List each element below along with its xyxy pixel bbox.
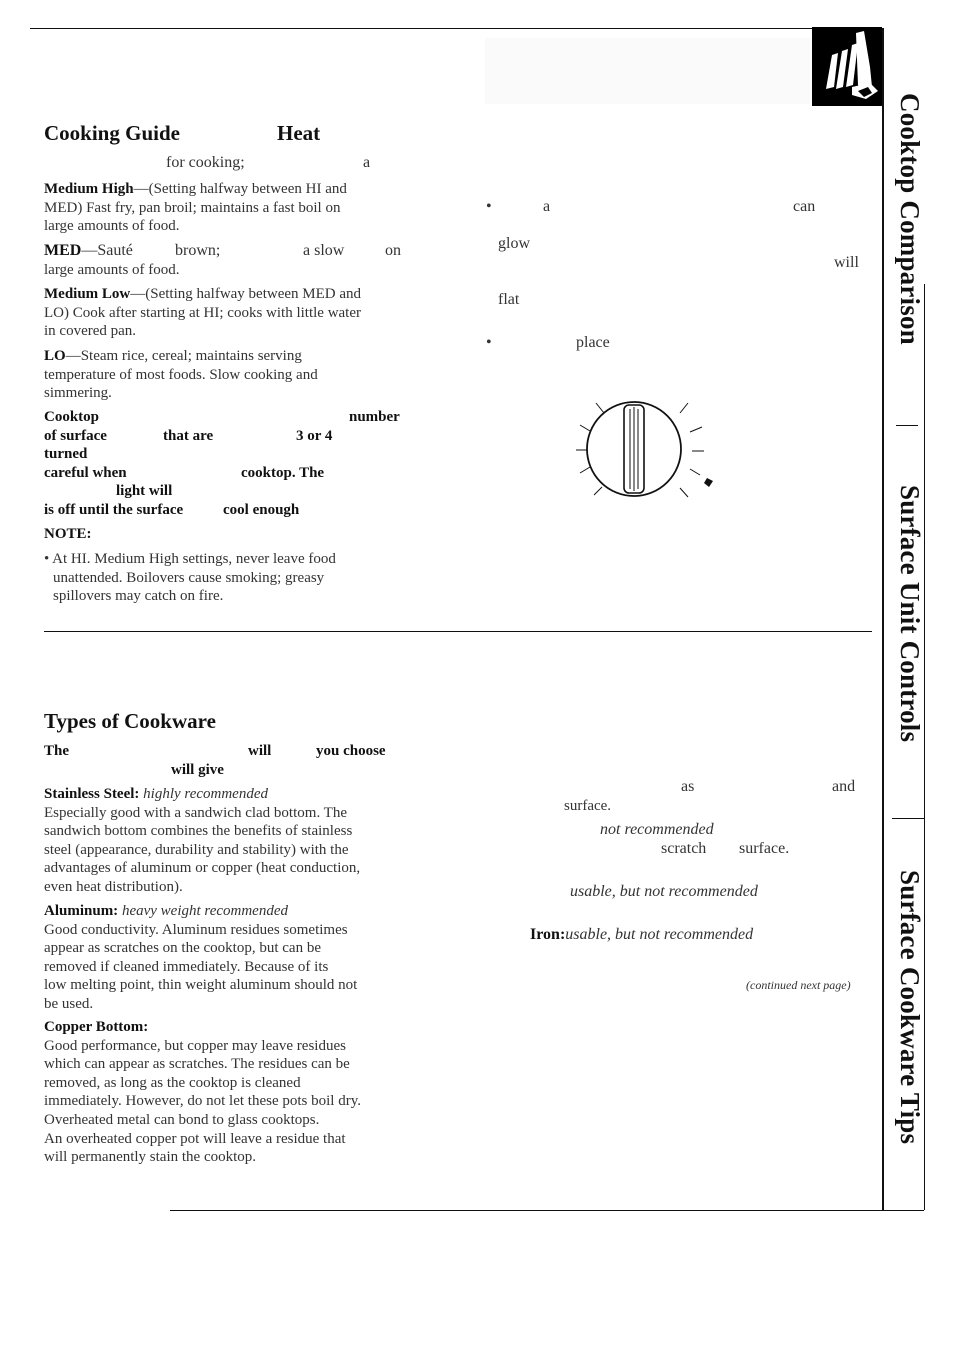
faded-header-area <box>485 38 810 104</box>
medium-high-text: Medium High—(Setting halfway between HI and MED) Fast fry, pan broil; maintains a fast boil on large amounts of food. <box>44 181 347 235</box>
warn-of-surface: of surface <box>44 428 107 444</box>
tab-cooktop-comparison[interactable]: Cooktop Comparison <box>895 93 925 345</box>
cooking-guide-intro: for cooking; <box>166 154 245 171</box>
warn-cooktop-the: cooktop. The <box>241 465 325 481</box>
text-flat: flat <box>498 291 520 308</box>
bullet-2-place: place <box>576 334 610 351</box>
tab-separator-1 <box>892 818 924 819</box>
bullet-1-a: a <box>543 198 551 215</box>
aluminum-text: Aluminum: heavy weight recommended Good conductivity. Aluminum residues sometimes appear as scratches on the cooktop, but can be removed if cleaned immediately. Because of its low melting point, thin weight aluminum should not be used. <box>44 903 358 1012</box>
medium-low-label: Medium Low <box>44 286 131 302</box>
med-line-2: large amounts of food. <box>44 262 180 278</box>
warn-careful: careful when <box>44 465 127 481</box>
warn-light-will: light will <box>116 483 173 499</box>
text-not-recommended: not recommended <box>600 821 714 838</box>
stainless-steel-label: Stainless Steel: <box>44 786 140 802</box>
text-as: as <box>681 778 695 795</box>
medium-high-label: Medium High <box>44 181 134 197</box>
text-and: and <box>832 778 856 795</box>
bullet-1: • <box>486 198 492 215</box>
tab-surface-unit-controls[interactable]: Surface Unit Controls <box>895 485 925 743</box>
bullet-1-can: can <box>793 198 816 215</box>
text-will: will <box>834 254 859 271</box>
cooking-guide-intro-2: a <box>363 154 371 171</box>
copper-bottom-text: Copper Bottom: Good performance, but copper may leave residues which can appear as scratches. The residues can be removed, as long as the cooktop is cleaned immediately. However, do not let these pots boil dry. Overheated metal can bond to glass cooktops. An overheated copper pot will leave a residue that will permanently stain the cooktop. <box>44 1019 361 1166</box>
stainless-steel-text: Stainless Steel: highly recommended Especially good with a sandwich clad bottom. The sandwich bottom combines the benefits of stainless steel (appearance, durability and stability) with the advantages of aluminum or copper (heat conduction, even heat distribution). <box>44 786 361 895</box>
med-line-1d: on <box>385 242 401 259</box>
warn-turned: turned <box>44 446 88 462</box>
iron-label: Iron: <box>530 926 566 943</box>
tab-separator-2 <box>896 425 918 426</box>
bottom-rule <box>170 1210 924 1211</box>
med-line-1: MED—Sauté <box>44 242 133 259</box>
aluminum-label: Aluminum: <box>44 903 119 919</box>
lo-text: LO—Steam rice, cereal; maintains serving temperature of most foods. Slow cooking and simmering. <box>44 348 318 402</box>
section-divider <box>44 631 872 632</box>
warn-is-off: is off until the surface <box>44 502 184 518</box>
text-surface-2: surface. <box>739 840 790 857</box>
medium-low-text: Medium Low—(Setting halfway between MED and LO) Cook after starting at HI; cooks with little water in covered pan. <box>44 286 362 340</box>
warn-number: number <box>349 409 400 425</box>
note-label: NOTE: <box>44 526 92 542</box>
cookware-intro-you-choose: you choose <box>316 743 386 759</box>
tab-surface-cookware-tips[interactable]: Surface Cookware Tips <box>895 870 925 1145</box>
med-line-1c: a slow <box>303 242 345 259</box>
text-scratch: scratch <box>661 840 707 857</box>
warn-3or4: 3 or 4 <box>296 428 333 444</box>
continued-next-page: (continued next page) <box>746 978 851 992</box>
cookware-intro-the: The <box>44 743 70 759</box>
control-knob-icon <box>570 395 720 505</box>
cooking-guide-title: Cooking Guide <box>44 121 180 145</box>
hand-pointer-icon <box>812 27 882 106</box>
text-usable-not-recommended: usable, but not recommended <box>570 883 758 900</box>
lo-label: LO <box>44 348 66 364</box>
copper-bottom-label: Copper Bottom: <box>44 1019 149 1035</box>
cookware-intro-will: will <box>248 743 272 759</box>
cookware-intro-will-give: will give <box>171 762 224 778</box>
warn-cool-enough: cool enough <box>223 502 300 518</box>
warn-that-are: that are <box>163 428 214 444</box>
bullet-2: • <box>486 334 492 351</box>
top-rule <box>30 28 882 29</box>
text-surface-1: surface. <box>564 798 612 814</box>
note-text: • At HI. Medium High settings, never leave food unattended. Boilovers cause smoking; greasy spillovers may catch on fire. <box>44 551 336 605</box>
cookware-title: Types of Cookware <box>44 709 216 733</box>
text-glow: glow <box>498 235 530 252</box>
warn-cooktop: Cooktop <box>44 409 100 425</box>
cooking-guide-title-heat: Heat <box>277 121 321 145</box>
iron-text: Iron:usable, but not recommended <box>530 926 754 943</box>
med-line-1b: brown; <box>175 242 221 259</box>
tab-divider-line <box>882 28 884 1210</box>
